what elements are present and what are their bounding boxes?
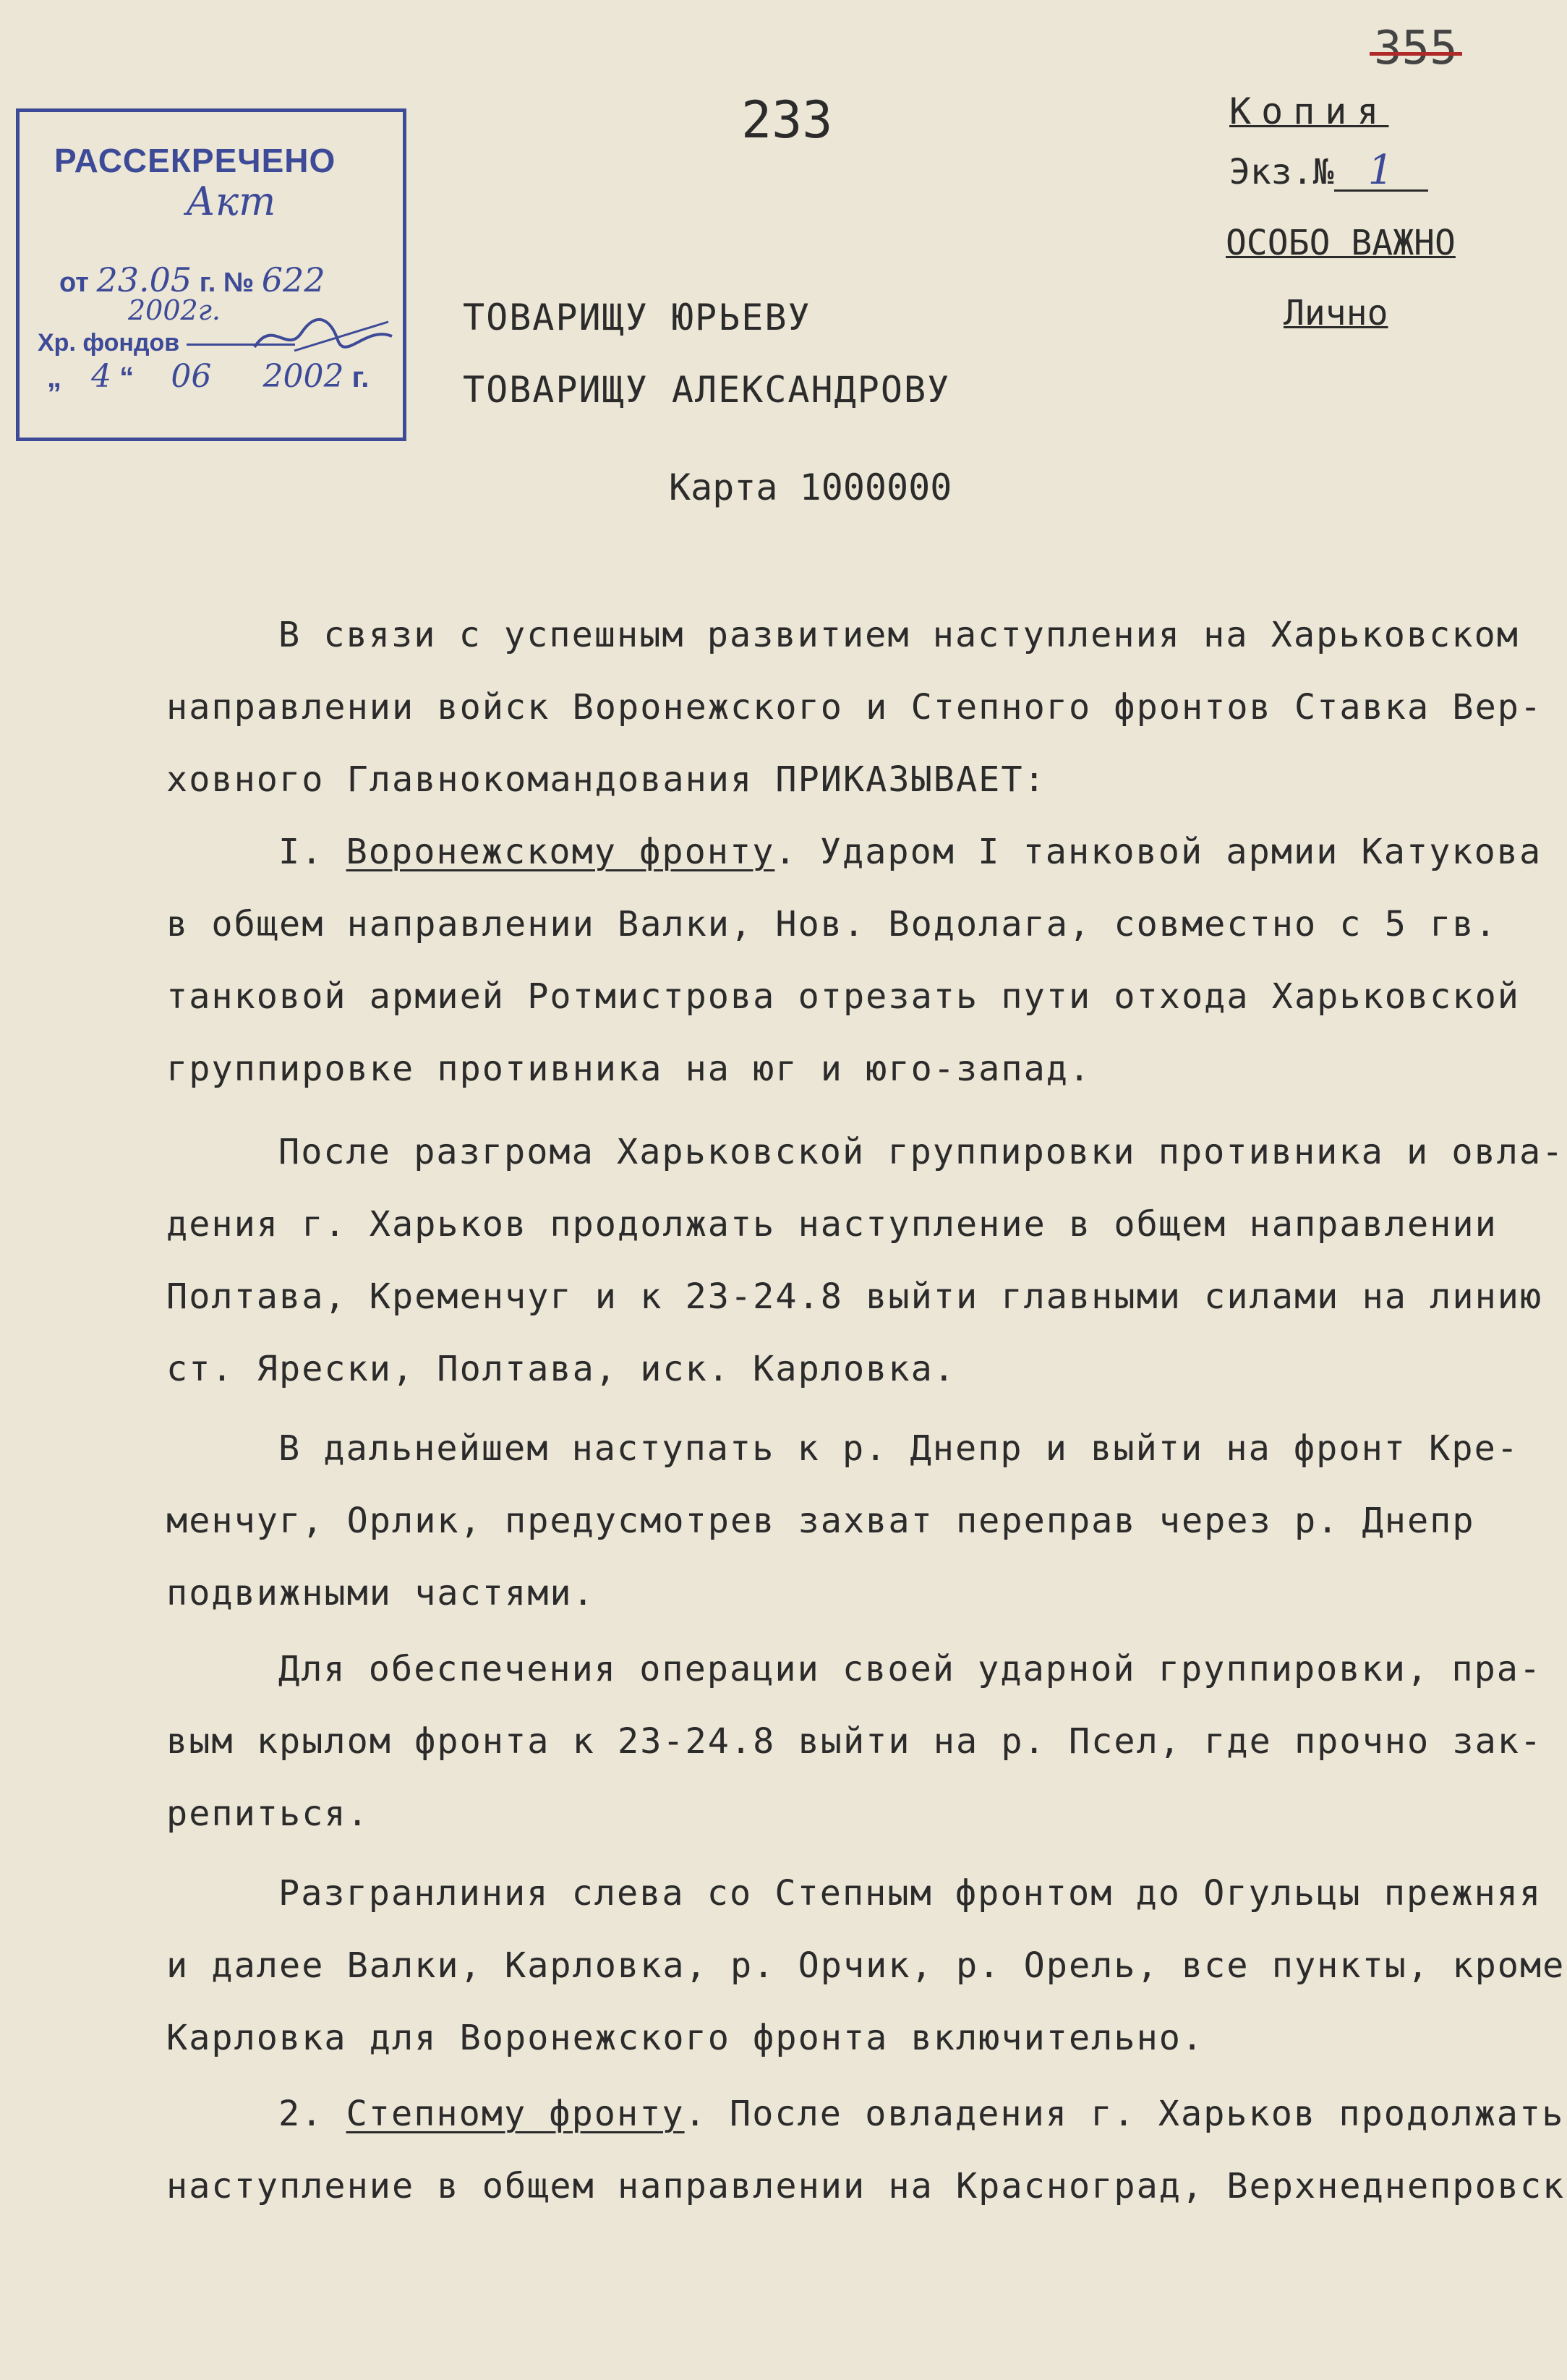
stamp-number: 622 (261, 260, 325, 299)
body-line: репиться. (166, 1793, 370, 1834)
stamp-act-row (59, 260, 325, 299)
stamp-date-month: 06 (171, 358, 212, 395)
addressee-1: ТОВАРИЩУ ЮРЬЕВУ (463, 297, 811, 338)
stamp-quote-close: “ (119, 362, 135, 393)
declassified-stamp (16, 108, 406, 441)
stamp-date-row (47, 358, 369, 395)
body-line: ст. Ярески, Полтава, иск. Карловка. (166, 1349, 956, 1389)
archive-number-text: 355 (1374, 22, 1458, 75)
exemplar-row (1229, 147, 1428, 194)
section-2-number: 2. (278, 2094, 324, 2134)
section-1-number: I. (278, 832, 324, 872)
body-line: менчуг, Орлик, предусмотрев захват переправ через р. Днепр (166, 1501, 1475, 1541)
body-line: группировке противника на юг и юго-запад. (166, 1049, 1092, 1089)
stamp-g-no: г. № (199, 268, 255, 298)
map-reference: Карта 1000000 (669, 466, 952, 508)
stamp-date-day: 4 (91, 358, 112, 395)
copy-label: Копия (1229, 90, 1389, 132)
stamp-funds-label: Хр. фондов (38, 329, 180, 357)
body-line: наступление в общем направлении на Красноград, Верхнеднепровск (166, 2166, 1566, 2206)
body-line: и далее Валки, Карловка, р. Орчик, р. Орель, все пункты, кроме (166, 1945, 1566, 1986)
classification-label: ОСОБО ВАЖНО (1226, 223, 1456, 263)
stamp-signature-icon (251, 311, 396, 362)
page-number: 233 (741, 90, 833, 150)
body-line: подвижными частями. (166, 1573, 595, 1613)
body-line: В связи с успешным развитием наступления на Харьковском (278, 615, 1519, 655)
body-line: После разгрома Харьковской группировки противника и овла- (278, 1132, 1565, 1172)
body-line: Для обеспечения операции своей ударной группировки, пра- (278, 1649, 1542, 1689)
stamp-quote-open: „ (47, 362, 61, 393)
addressee-2: ТОВАРИЩУ АЛЕКСАНДРОВУ (463, 369, 951, 411)
section-1-title: Воронежскому фронту (346, 832, 775, 872)
body-line: дения г. Харьков продолжать наступление в общем направлении (166, 1204, 1498, 1245)
body-line: танковой армией Ротмистрова отрезать пути отхода Харьковской (166, 976, 1520, 1017)
body-line: в общем направлении Валки, Нов. Водолага, совместно с 5 гв. (166, 904, 1498, 944)
stamp-year-handwritten: 2002г. (128, 294, 221, 326)
stamp-year-suffix: г. (351, 362, 370, 393)
stamp-title: РАССЕКРЕЧЕНО (54, 142, 336, 179)
stamp-date-year: 2002 (262, 358, 344, 395)
section-2-text: . После овладения г. Харьков продолжать (684, 2094, 1565, 2134)
body-line: Карловка для Воронежского фронта включительно. (166, 2018, 1205, 2058)
section-1-heading (278, 832, 1542, 872)
body-line: направлении войск Воронежского и Степного фронтов Ставка Вер- (166, 687, 1543, 728)
section-2-heading (278, 2094, 1564, 2134)
stamp-act-handwritten: Акт (186, 179, 276, 224)
section-2-title: Степному фронту (346, 2094, 685, 2134)
exemplar-label: Экз.№ (1229, 152, 1334, 192)
body-line: Полтава, Кременчуг и к 23-24.8 выйти главными силами на линию (166, 1276, 1543, 1317)
exemplar-number: 1 (1334, 152, 1428, 192)
body-line: Разгранлиния слева со Степным фронтом до Огульцы прежняя (278, 1873, 1542, 1914)
body-line: вым крылом фронта к 23-24.8 выйти на р. Псел, где прочно зак- (166, 1721, 1543, 1762)
personal-label: Лично (1284, 293, 1388, 333)
stamp-from-date: 23.05 (96, 260, 192, 299)
archive-number-strike (1370, 52, 1462, 56)
archive-number (1374, 22, 1458, 75)
body-line: ховного Главнокомандования ПРИКАЗЫВАЕТ: (166, 759, 1046, 800)
stamp-from-prefix: от (59, 268, 89, 298)
section-1-text: . Ударом I танковой армии Катукова (774, 832, 1542, 872)
body-line: В дальнейшем наступать к р. Днепр и выйти на фронт Кре- (278, 1428, 1519, 1469)
